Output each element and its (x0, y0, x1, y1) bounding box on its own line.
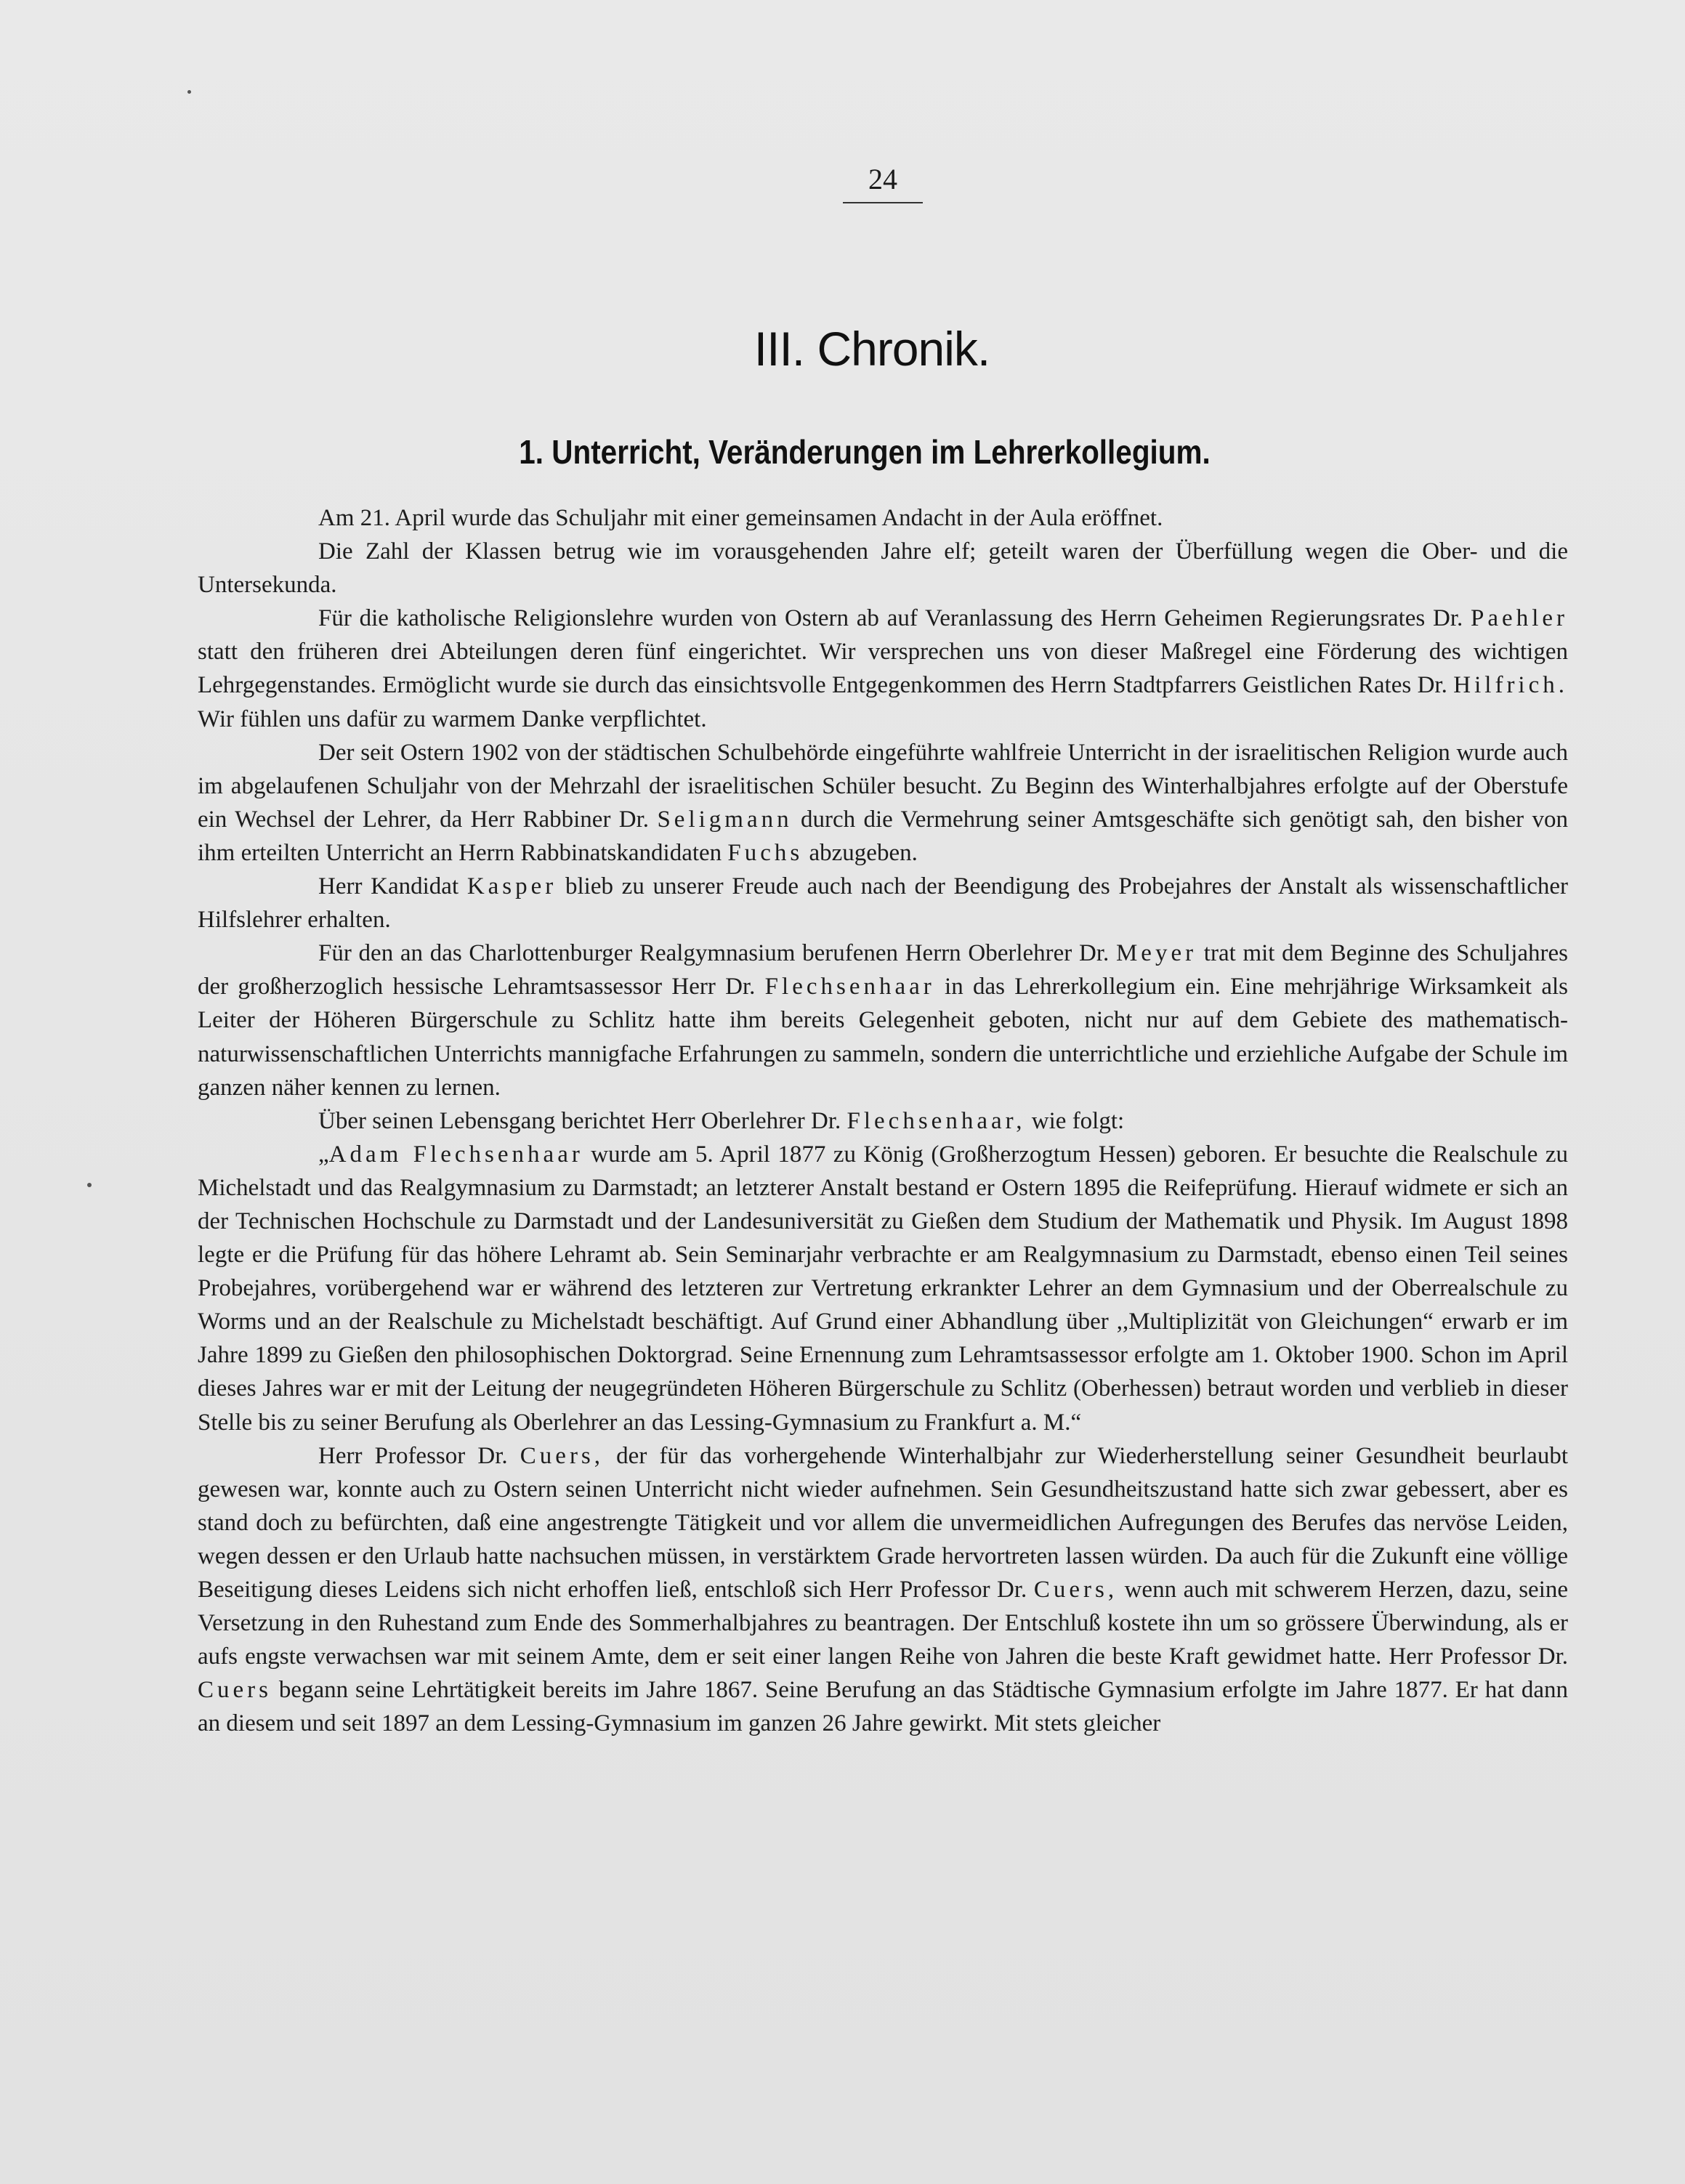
person-name: Paehler (1471, 605, 1568, 632)
person-name: Hilfrich. (1453, 672, 1568, 699)
person-name: Flechsenhaar, (846, 1107, 1026, 1134)
paragraph-text: begann seine Lehrtätigkeit bereits im Jahre 1867. Seine Berufung an das Städtische Gymnasium erfolgte im Jahre 1877. Er hat dann an diesem und seit 1897 an dem Lessing-Gymnasium im ganzen 26 Jahre gewirkt. Mit stets gleicher (198, 1677, 1568, 1737)
chapter-title: III. Chronik. (753, 322, 990, 376)
paragraph-8 (198, 1138, 1568, 1439)
paragraph-text: Herr Kandidat (318, 873, 459, 900)
paragraph-text: statt den früheren drei Abteilungen deren fünf eingerichtet. Wir versprechen uns von dieser Maßregel eine Förderung des wichtigen Lehrgegenstandes. Ermöglicht wurde sie durch das einsichtsvolle Entgegenkommen des Herrn Stadtpfarrers Geistlichen Rates Dr. (198, 639, 1568, 699)
person-name: Adam Flechsenhaar (328, 1141, 583, 1168)
paragraph-text: wie folgt: (1031, 1107, 1125, 1134)
person-name: Meyer (1115, 940, 1197, 967)
paragraph-9 (198, 1439, 1568, 1741)
paragraph-text: Am 21. April wurde das Schuljahr mit einer gemeinsamen Andacht in der Aula eröffnet. (318, 505, 1163, 531)
paragraph-3 (198, 602, 1568, 735)
paragraph-text: der für das vorhergehende Winterhalbjahr zur Wiederherstellung seiner Gesundheit beurlaubt gewesen war, konnte auch zu Ostern seinen Unterricht nicht wieder aufnehmen. Sein Gesundheitszustand hatte sich zwar gebessert, aber es stand doch zu befürchten, daß eine angestrengte Tätigkeit und vor allem die unvermeidlichen Aufregungen des Berufes das nervöse Leiden, wegen dessen er den Urlaub hatte nachsuchen müssen, in verstärktem Grade hervortreten lassen würden. Da auch für die Zukunft eine völlige Beseitigung dieses Leidens sich nicht erhoffen ließ, entschloß sich Herr Professor Dr. (198, 1442, 1568, 1603)
page-number: 24 (843, 161, 923, 203)
person-name: Cuers (198, 1677, 272, 1704)
paragraph-text: wurde am 5. April 1877 zu König (Großherzogtum Hessen) geboren. Er besuchte die Realschule zu Michelstadt und das Realgymnasium zu Darmstadt; an letzterer Anstalt bestand er Ostern 1895 die Reifeprüfung. Hierauf widmete er sich an der Technischen Hochschule zu Darmstadt und der Landesuniversität zu Gießen dem Studium der Mathematik und Physik. Im August 1898 legte er die Prüfung für das höhere Lehramt ab. Sein Seminarjahr verbrachte er am Realgymnasium zu Darmstadt, ebenso einen Teil seines Probejahres, vorübergehend war er während des letzteren zur Vertretung erkrankter Lehrer an dem Gymnasium und der Oberrealschule zu Worms und an der Realschule zu Michelstadt beschäftigt. Auf Grund einer Abhandlung über ,,Multiplizität von Gleichungen“ erwarb er im Jahre 1899 zu Gießen den philosophischen Doktorgrad. Seine Ernennung zum Lehramtsassessor erfolgte am 1. Oktober 1900. Schon im April dieses Jahres war er mit der Leitung der neugegründeten Höheren Bürgerschule zu Schlitz (Oberhessen) betraut worden und verblieb in dieser Stelle bis zu seiner Berufung als Oberlehrer an das Lessing-Gymnasium zu Frankfurt a. M.“ (198, 1141, 1568, 1436)
section-title: 1. Unterricht, Veränderungen im Lehrerkollegium. (519, 433, 1211, 471)
body-text (198, 501, 1568, 1740)
paragraph-text: Für den an das Charlottenburger Realgymnasium berufenen Herrn Oberlehrer Dr. (318, 940, 1110, 967)
person-name: Cuers, (1033, 1577, 1118, 1603)
paragraph-text: abzugeben. (809, 839, 918, 866)
paragraph-text: Wir fühlen uns dafür zu warmem Danke verpflichtet. (198, 705, 707, 732)
person-name: Fuchs (727, 839, 804, 866)
paragraph-text: Für die katholische Religionslehre wurden von Ostern ab auf Veranlassung des Herrn Geheimen Regierungsrates Dr. (318, 605, 1463, 632)
person-name: Kasper (466, 873, 557, 900)
paragraph-text: Der seit Ostern 1902 von der städtischen Schulbehörde eingeführte wahlfreie Unterricht in der israelitischen Religion wurde auch im abgelaufenen Schuljahr von der Mehrzahl der israelitischen Schüler besucht. Zu Beginn des Winterhalbjahres erfolgte auf der Oberstufe ein Wechsel der Lehrer, da Herr Rabbiner Dr. (198, 739, 1568, 833)
paragraph-text: Die Zahl der Klassen betrug wie im vorausgehenden Jahre elf; geteilt waren der Überfüllung wegen die Ober- und die Untersekunda. (198, 538, 1568, 599)
paragraph-text: Über seinen Lebensgang berichtet Herr Oberlehrer Dr. (318, 1107, 841, 1134)
paragraph-text: trat mit dem Beginne des Schuljahres der großherzoglich hessische Lehramtsassessor Herr Dr. (198, 940, 1569, 1000)
person-name: Cuers, (520, 1442, 605, 1469)
paragraph-text: durch die Vermehrung seiner Amtsgeschäfte sich genötigt sah, den bisher von ihm erteilten Unterricht an Herrn Rabbinatskandidaten (198, 806, 1569, 866)
paragraph-text: blieb zu unserer Freude auch nach der Beendigung des Probejahres der Anstalt als wissenschaftlicher Hilfslehrer erhalten. (198, 873, 1568, 934)
paragraph-2 (198, 535, 1568, 602)
paragraph-7 (198, 1104, 1568, 1138)
paragraph-6 (198, 937, 1568, 1104)
scan-speck (87, 1183, 92, 1187)
person-name: Seligmann (657, 806, 793, 833)
paragraph-5 (198, 870, 1568, 937)
paragraph-1 (198, 501, 1568, 535)
paragraph-text: in das Lehrerkollegium ein. Eine mehrjährige Wirksamkeit als Leiter der Höheren Bürgerschule zu Schlitz hatte ihm bereits Gelegenheit geboten, nicht nur auf dem Gebiete des mathematisch-naturwissenschaftlichen Unterrichts mannigfache Erfahrungen zu sammeln, sondern die unterrichtliche und erziehliche Aufgabe der Schule im ganzen näher kennen zu lernen. (198, 974, 1569, 1101)
person-name: Flechsenhaar (764, 974, 935, 1000)
scan-speck (187, 90, 191, 94)
paragraph-text: Herr Professor Dr. (318, 1442, 508, 1469)
paragraph-text: wenn auch mit schwerem Herzen, dazu, seine Versetzung in den Ruhestand zum Ende des Sommerhalbjahres zu beantragen. Der Entschluß kostete ihn um so grössere Überwindung, als er aufs engste verwachsen war mit seinem Amte, dem er seit einer langen Reihe von Jahren die beste Kraft gewidmet hatte. Herr Professor Dr. (198, 1577, 1569, 1670)
paragraph-4 (198, 736, 1568, 870)
paragraph-text: „ (318, 1141, 329, 1168)
